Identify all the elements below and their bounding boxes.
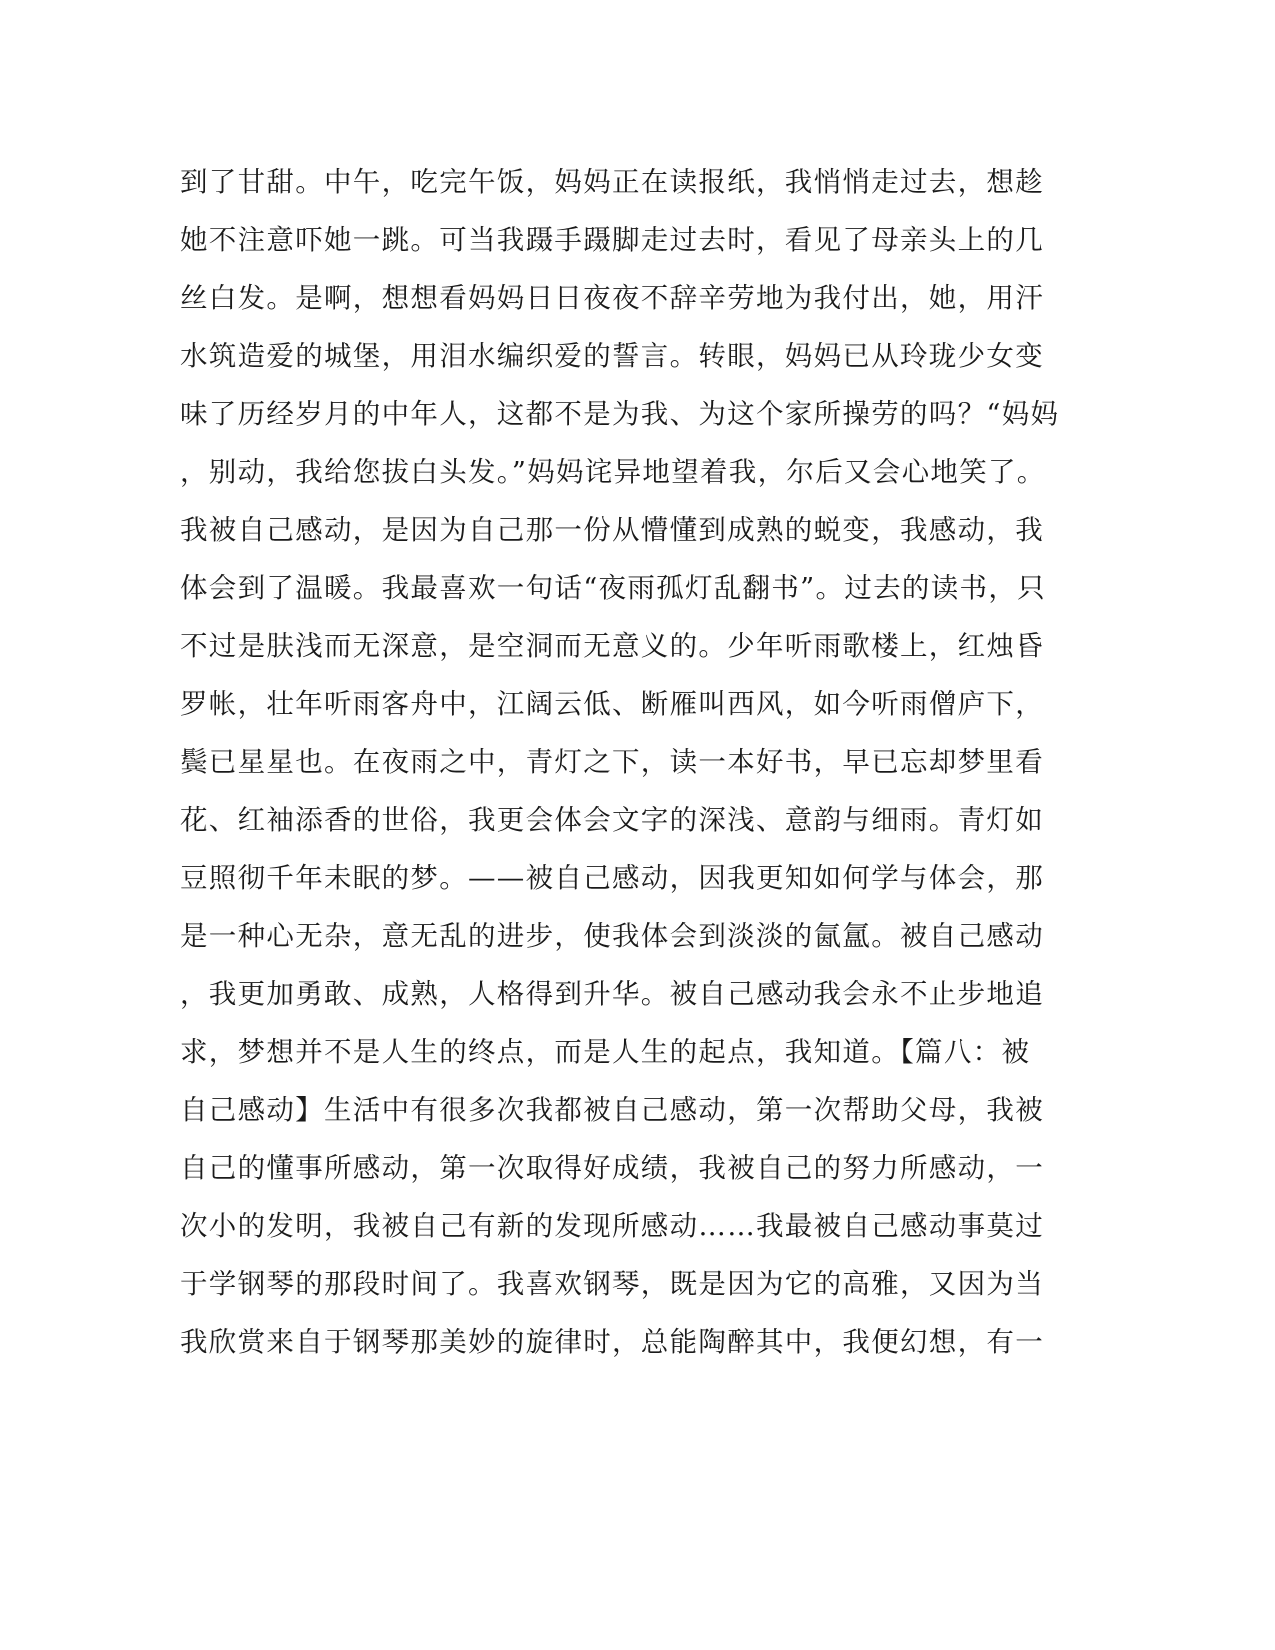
text-line: 豆照彻千年未眠的梦。——被自己感动，因我更知如何学与体会，那 [180,862,1044,894]
text-line: ，我更加勇敢、成熟，人格得到升华。被自己感动我会永不止步地追 [180,978,1044,1010]
text-line: 不过是肤浅而无深意，是空洞而无意义的。少年听雨歌楼上，红烛昏 [180,630,1044,662]
text-line: 鬓已星星也。在夜雨之中，青灯之下，读一本好书，早已忘却梦里看 [180,746,1044,778]
text-line: 我被自己感动，是因为自己那一份从懵懂到成熟的蜕变，我感动，我 [180,514,1044,546]
text-line: 次小的发明，我被自己有新的发现所感动……我最被自己感动事莫过 [180,1210,1044,1242]
text-line: 自己感动】生活中有很多次我都被自己感动，第一次帮助父母，我被 [180,1094,1044,1126]
text-line: 体会到了温暖。我最喜欢一句话“夜雨孤灯乱翻书”。过去的读书，只 [180,572,1046,604]
text-line: 我欣赏来自于钢琴那美妙的旋律时，总能陶醉其中，我便幻想，有一 [180,1326,1044,1358]
text-line: 味了历经岁月的中年人，这都不是为我、为这个家所操劳的吗？“妈妈 [180,398,1060,430]
text-line: 是一种心无杂，意无乱的进步，使我体会到淡淡的氤氲。被自己感动 [180,920,1044,952]
text-line: ，别动，我给您拔白头发。”妈妈诧异地望着我，尔后又会心地笑了。 [180,456,1046,488]
text-line: 于学钢琴的那段时间了。我喜欢钢琴，既是因为它的高雅，又因为当 [180,1268,1044,1300]
text-line: 自己的懂事所感动，第一次取得好成绩，我被自己的努力所感动，一 [180,1152,1044,1184]
text-line: 水筑造爱的城堡，用泪水编织爱的誓言。转眼，妈妈已从玲珑少女变 [180,340,1044,372]
text-line: 求，梦想并不是人生的终点，而是人生的起点，我知道。【篇八：被 [180,1036,1031,1068]
text-line: 她不注意吓她一跳。可当我蹑手蹑脚走过去时，看见了母亲头上的几 [180,224,1044,256]
text-line: 罗帐，壮年听雨客舟中，江阔云低、断雁叫西风，如今听雨僧庐下， [180,688,1044,720]
text-line: 花、红袖添香的世俗，我更会体会文字的深浅、意韵与细雨。青灯如 [180,804,1044,836]
text-line: 丝白发。是啊，想想看妈妈日日夜夜不辞辛劳地为我付出，她，用汗 [180,282,1044,314]
text-line: 到了甘甜。中午，吃完午饭，妈妈正在读报纸，我悄悄走过去，想趁 [180,166,1044,198]
body-text [180,153,1060,1371]
